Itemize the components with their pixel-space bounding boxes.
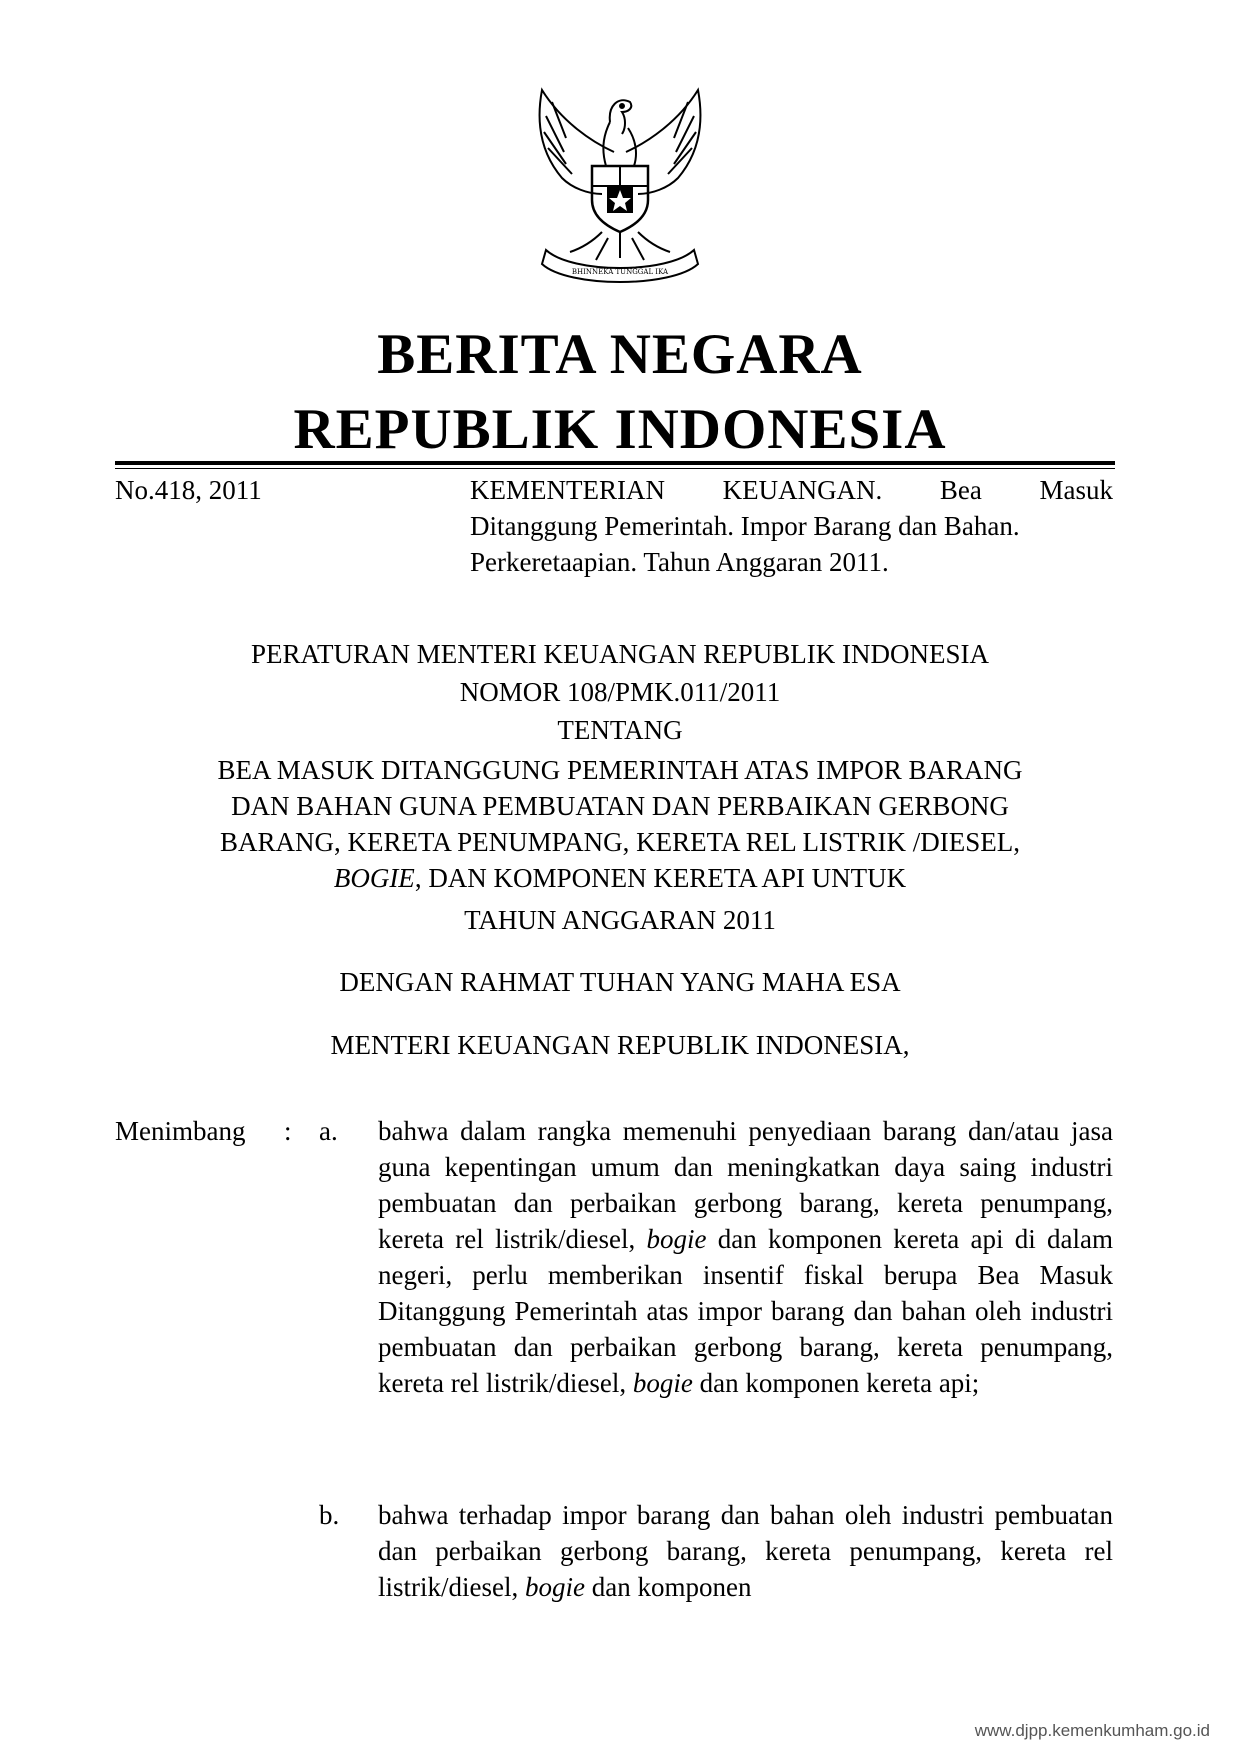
regulation-number: NOMOR 108/PMK.011/2011 <box>459 677 781 707</box>
item-letter-b: b. <box>319 1500 340 1530</box>
masthead-divider-thin <box>115 468 1115 469</box>
masthead-divider-thick <box>115 461 1115 465</box>
item-italic-term: bogie <box>632 1368 693 1398</box>
item-text-part: dan komponen <box>584 1572 752 1602</box>
item-text-part: bahwa terhadap impor barang dan bahan oleh industri pembuatan dan perbaikan gerbong barang, kereta penumpang, kereta rel listrik/diesel, <box>378 1500 1113 1602</box>
issuer: MENTERI KEUANGAN REPUBLIK INDONESIA, <box>330 1030 910 1060</box>
subject-line: BARANG, KERETA PENUMPANG, KERETA REL LISTRIK /DIESEL, <box>220 827 1020 857</box>
considering-item-b <box>378 1497 1113 1605</box>
considering-colon: : <box>284 1116 292 1146</box>
subject-line: BEA MASUK DITANGGUNG PEMERINTAH ATAS IMPOR BARANG <box>217 755 1023 785</box>
item-text-part: dan komponen kereta api di dalam negeri, perlu memberikan insentif fiskal berupa Bea Masuk Ditanggung Pemerintah atas impor barang dan bahan oleh industri pembuatan dan perbaikan gerbong barang, kereta penumpang, kereta rel listrik/diesel, <box>378 1224 1114 1398</box>
regulation-heading: PERATURAN MENTERI KEUANGAN REPUBLIK INDONESIA <box>251 639 989 669</box>
garuda-emblem-icon <box>522 82 718 296</box>
item-letter-a: a. <box>319 1116 338 1146</box>
gazette-number: No.418, 2011 <box>115 475 262 505</box>
considering-label: Menimbang <box>115 1116 246 1146</box>
summary-line: Perkeretaapian. Tahun Anggaran 2011. <box>470 547 889 577</box>
item-italic-term: bogie <box>646 1224 707 1254</box>
regulation-subject <box>0 752 1240 896</box>
summary-line: KEMENTERIAN KEUANGAN. Bea Masuk <box>470 475 1113 505</box>
masthead-title-line2: REPUBLIK INDONESIA <box>293 398 947 461</box>
subject-italic-term: BOGIE <box>333 863 415 893</box>
item-text-part: dan komponen kereta api; <box>692 1368 980 1398</box>
item-italic-term: bogie <box>524 1572 585 1602</box>
summary-line: Ditanggung Pemerintah. Impor Barang dan Bahan. <box>470 511 1020 541</box>
subject-line-rest: , DAN KOMPONEN KERETA API UNTUK <box>414 863 907 893</box>
emblem-motto: BHINNEKA TUNGGAL IKA <box>571 268 669 276</box>
regulation-about: TENTANG <box>557 715 683 745</box>
masthead-title-line1: BERITA NEGARA <box>377 323 863 386</box>
invocation: DENGAN RAHMAT TUHAN YANG MAHA ESA <box>339 967 901 997</box>
footer-url: www.djpp.kemenkumham.go.id <box>974 1721 1210 1740</box>
subject-line <box>0 860 1240 896</box>
considering-item-a <box>378 1113 1113 1401</box>
item-text-part: bahwa dalam rangka memenuhi penyediaan barang dan/atau jasa guna kepentingan umum dan meningkatkan daya saing industri pembuatan dan perbaikan gerbong barang, kereta penumpang, kereta rel listrik/diesel, <box>378 1116 1113 1254</box>
regulation-fiscal-year: TAHUN ANGGARAN 2011 <box>464 905 776 935</box>
subject-line: DAN BAHAN GUNA PEMBUATAN DAN PERBAIKAN GERBONG <box>231 791 1009 821</box>
gazette-summary <box>470 472 1113 580</box>
